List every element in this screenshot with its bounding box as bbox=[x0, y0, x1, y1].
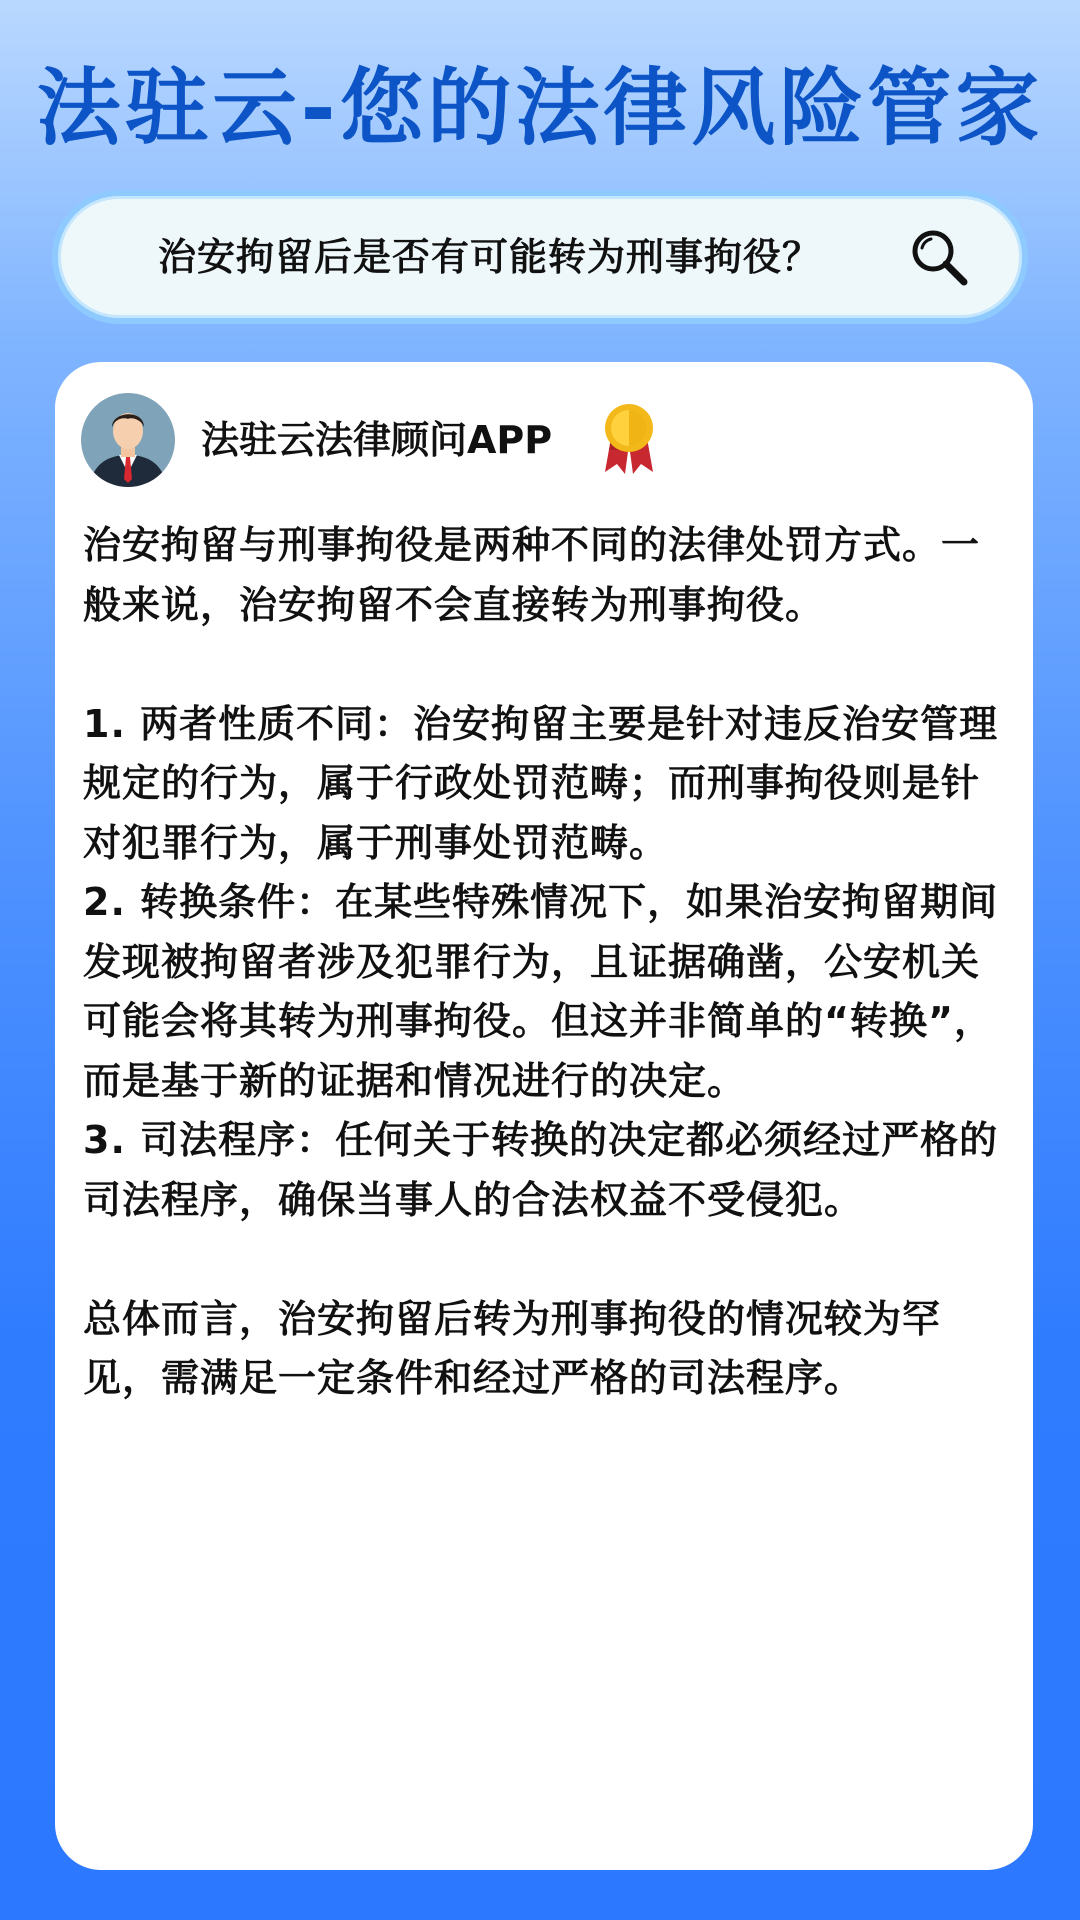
search-icon[interactable] bbox=[908, 226, 970, 288]
search-query[interactable]: 治安拘留后是否有可能转为刑事拘役？ bbox=[158, 235, 822, 279]
answer-point-3: 3. 司法程序：任何关于转换的决定都必须经过严格的司法程序，确保当事人的合法权益不受侵犯。 bbox=[83, 1118, 999, 1222]
page-title: 法驻云-您的法律风险管家 bbox=[36, 59, 1044, 157]
answer-point-1: 1. 两者性质不同：治安拘留主要是针对违反治安管理规定的行为，属于行政处罚范畴；而刑事拘役则是针对犯罪行为，属于刑事处罚范畴。 bbox=[83, 701, 999, 865]
answer-body bbox=[83, 516, 1001, 1409]
avatar bbox=[81, 393, 175, 487]
app-name: 法驻云法律顾问APP bbox=[201, 418, 553, 462]
answer-card bbox=[55, 362, 1033, 1870]
medal-icon bbox=[601, 402, 657, 476]
search-bar[interactable] bbox=[52, 190, 1028, 324]
answer-conclusion: 总体而言，治安拘留后转为刑事拘役的情况较为罕见，需满足一定条件和经过严格的司法程序。 bbox=[83, 1296, 942, 1400]
answer-intro: 治安拘留与刑事拘役是两种不同的法律处罚方式。一般来说，治安拘留不会直接转为刑事拘役。 bbox=[83, 523, 981, 627]
answer-point-2: 2. 转换条件：在某些特殊情况下，如果治安拘留期间发现被拘留者涉及犯罪行为，且证据确凿，公安机关可能会将其转为刑事拘役。但这并非简单的“转换”，而是基于新的证据和情况进行的决定。 bbox=[83, 880, 999, 1103]
